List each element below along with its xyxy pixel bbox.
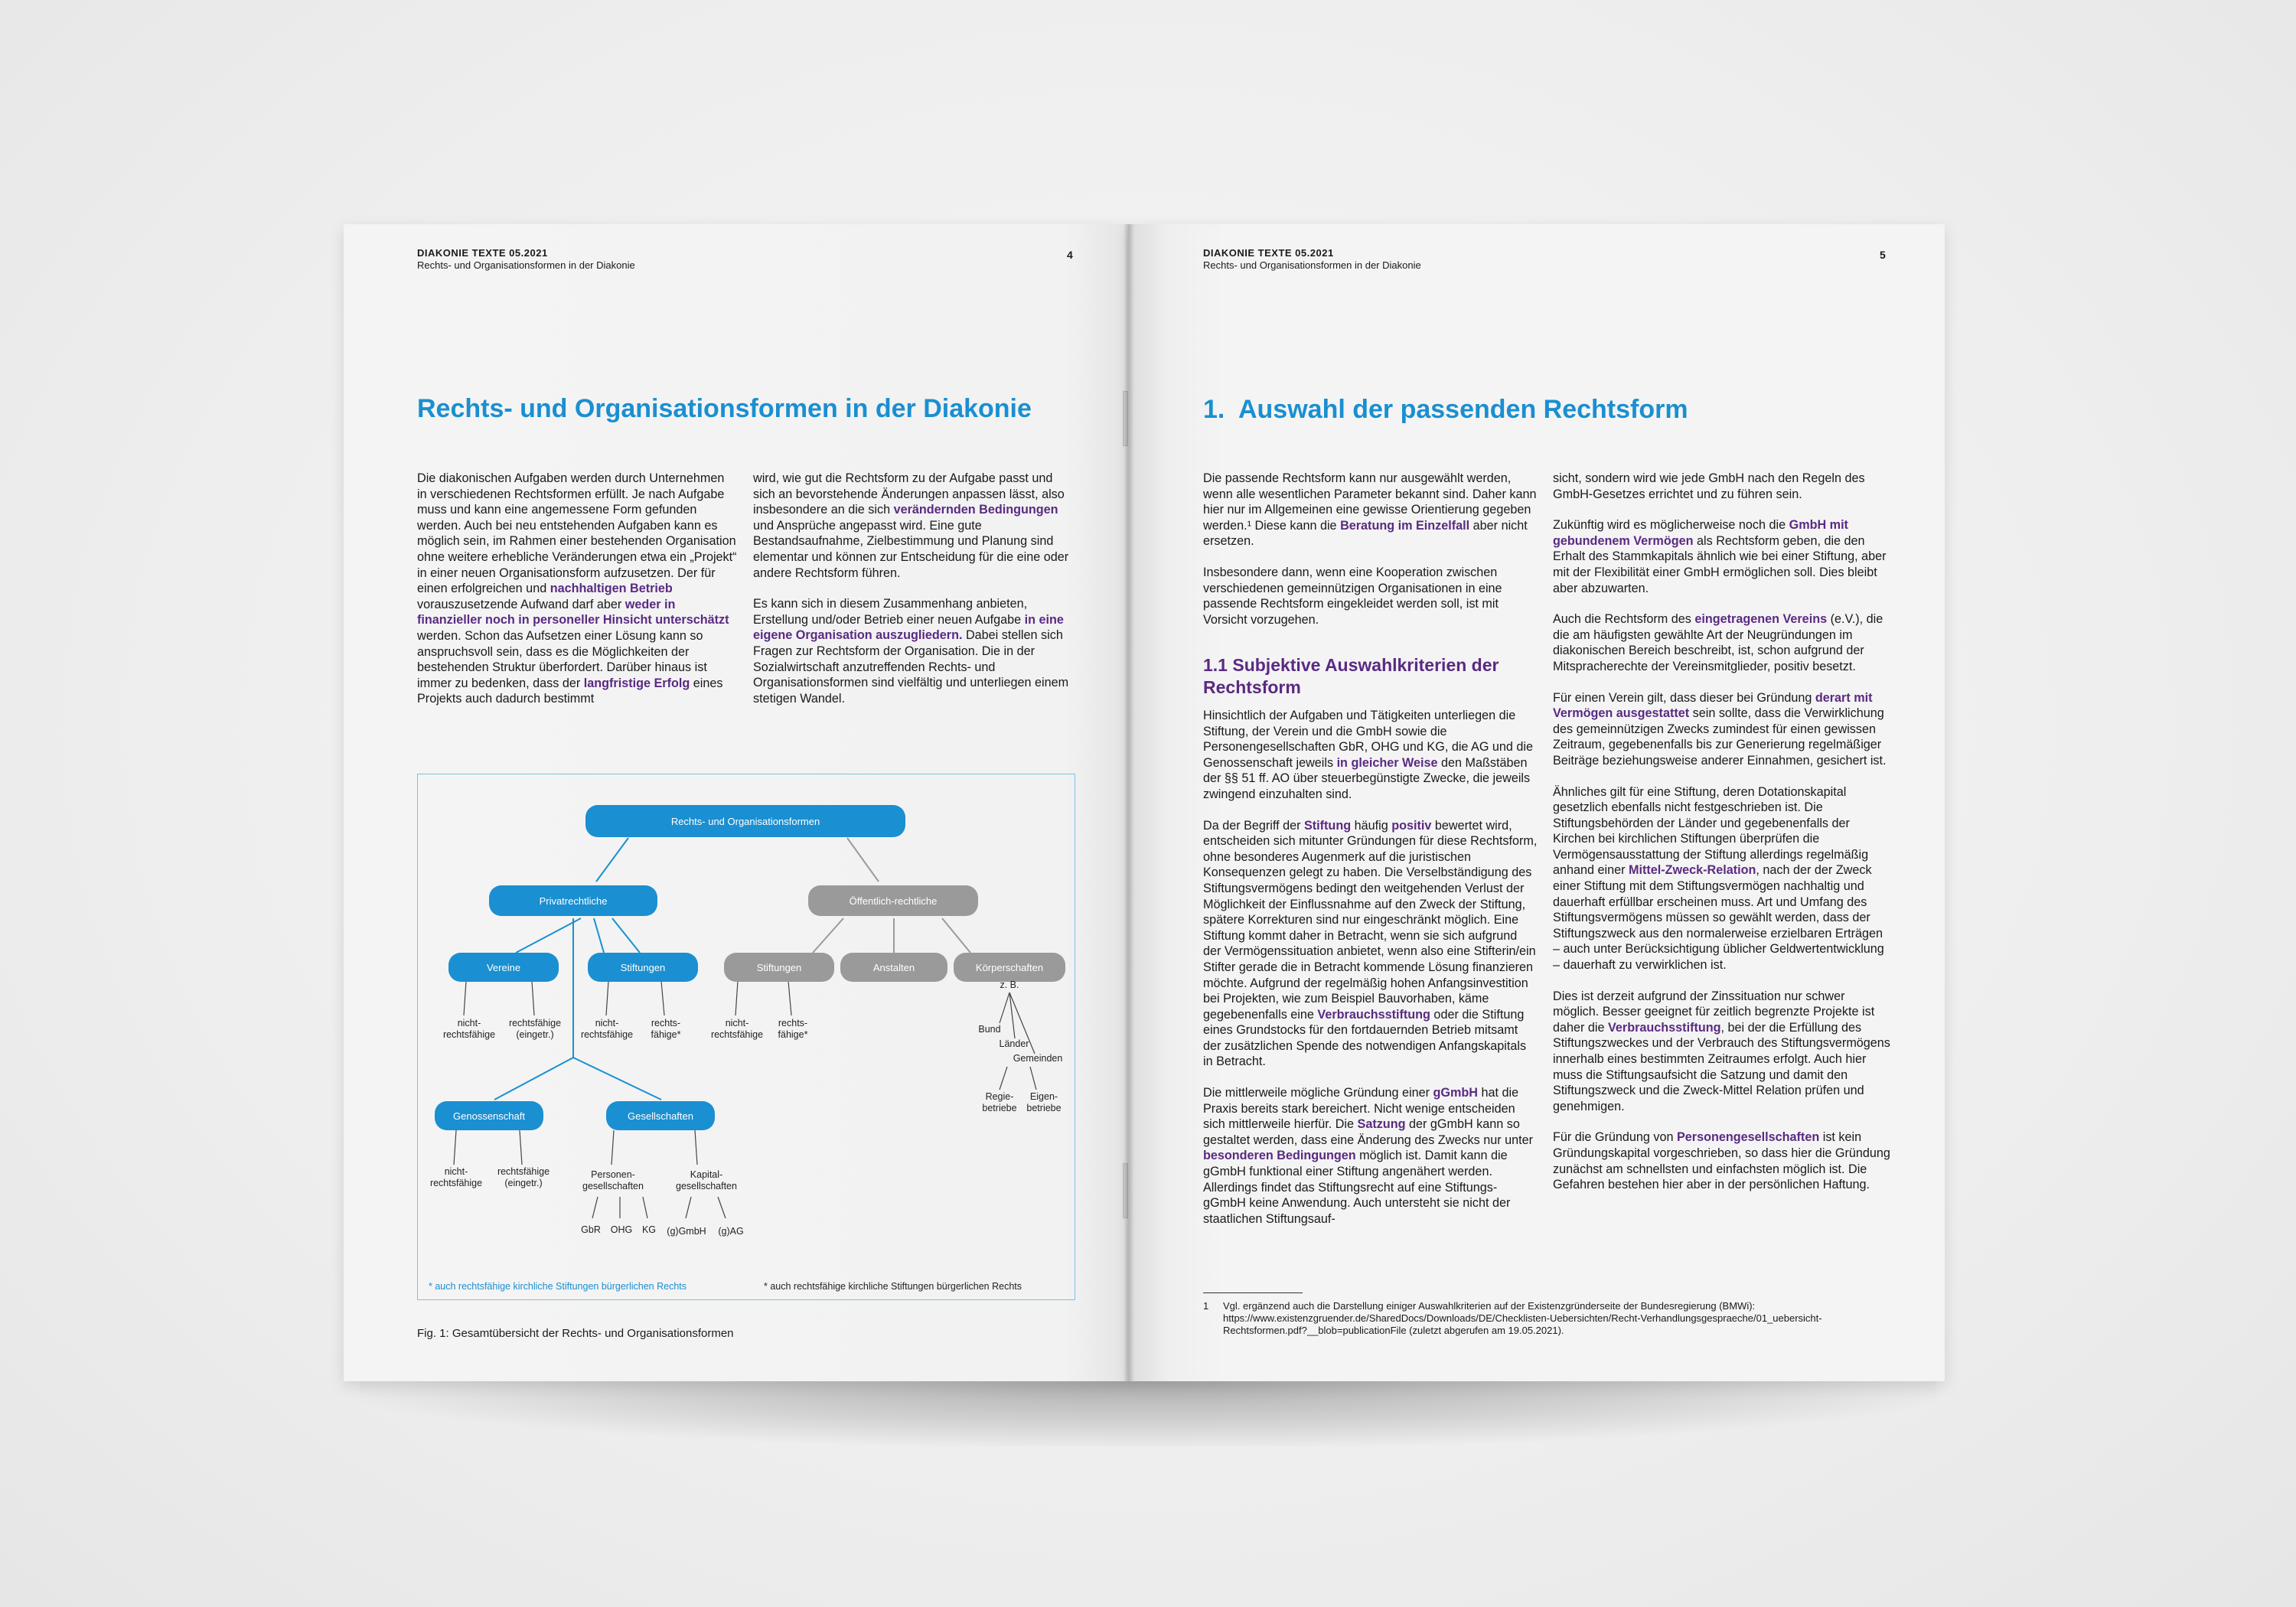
right-col2-paragraph-2 <box>1553 517 1891 596</box>
right-column-2 <box>1553 471 1891 1208</box>
left-column-2 <box>753 471 1073 722</box>
text-run: möglich ist. Damit kann die gGmbH funktional einer Stiftung angenähert werden. Allerdings findet das Stiftungsrecht auf eine Stiftungs-gGmbH keine Anwendung. Auch untersteht sie nicht der staatlichen Stiftungsauf- <box>1203 1149 1511 1226</box>
highlighted-term: Beratung im Einzelfall <box>1340 518 1470 533</box>
right-page <box>1128 224 1945 1381</box>
label-bund: Bund <box>978 1024 1001 1035</box>
text-run: Die mittlerweile mögliche Gründung einer <box>1203 1086 1433 1100</box>
right-col2-paragraph-1 <box>1553 471 1891 502</box>
right-runhead-title: DIAKONIE TEXTE 05.2021 <box>1203 247 1334 259</box>
text-run: ist kein Gründungskapital vorgeschrieben, so dass hier die Gründung zunächst am schnellsten und einfachsten möglich ist. Die Gefahren bestehen hier aber in der persönlichen Haftung. <box>1553 1130 1890 1192</box>
text-run: Dies ist derzeit aufgrund der Zinssituation nur schwer möglich. Besser geeignet für zeitlich begrenzte Projekte ist daher die <box>1553 989 1875 1035</box>
highlighted-term: Verbrauchsstiftung <box>1317 1007 1430 1022</box>
label-gemeinden: Gemeinden <box>1013 1053 1063 1064</box>
label-genoss-nicht: nicht- rechtsfähige <box>429 1166 483 1188</box>
right-col1-paragraph-2 <box>1203 565 1538 627</box>
text-run: Die passende Rechtsform kann nur ausgewählt werden, wenn alle wesentlichen Parameter bekannt sind. Daher kann hier nur im Allgemeinen eine gewisse Orientierung gegeben werden.¹ Diese kann die <box>1203 471 1537 533</box>
label-vereine-rechts: rechtsfähige (eingetr.) <box>508 1018 562 1040</box>
text-run: den Maßstäben der §§ 51 ff. AO über steuerbegünstigte Zwecke, die jeweils zwingend einzuhalten sind. <box>1203 755 1531 801</box>
node-stiftungen-private: Stiftungen <box>588 953 698 982</box>
highlighted-term: in gleicher Weise <box>1336 755 1438 770</box>
text-run: (e.V.), die die am häufigsten gewählte Art der Neugründungen im diakonischen Bereich beschreibt, ist, schon aufgrund der Mitspracherechte der Vereinsmitglieder, positiv besetzt. <box>1553 612 1883 673</box>
highlighted-term: weder in finanzieller noch in personeller Hinsicht unterschätzt <box>417 597 729 627</box>
text-run: sicht, sondern wird wie jede GmbH nach den Regeln des GmbH-Gesetzes errichtet und zu führen sein. <box>1553 471 1865 501</box>
text-run: Dabei stellen sich Fragen zur Rechtsform der Organisation. Die in der Sozialwirtschaft anzutreffenden Rechts- und Organisationsformen sind vielfältig und unterliegen einem stetigen Wandel. <box>753 628 1069 706</box>
label-zb: z. B. <box>1000 980 1019 990</box>
right-col2-paragraph-6 <box>1553 989 1891 1115</box>
label-stift-pub-nicht: nicht- rechtsfähige <box>710 1018 764 1040</box>
label-kapitalgesellschaften: Kapital- gesellschaften <box>676 1169 737 1191</box>
text-run: vorauszusetzende Aufwand darf aber <box>417 597 625 611</box>
left-col1-paragraph <box>417 471 737 707</box>
right-page-title: 1. Auswahl der passenden Rechtsform <box>1203 395 1688 424</box>
highlighted-term: besonderen Bedingungen <box>1203 1149 1356 1163</box>
label-genoss-rechts: rechtsfähige (eingetr.) <box>497 1166 550 1188</box>
right-column-1 <box>1203 471 1538 643</box>
highlighted-term: Stiftung <box>1303 818 1352 833</box>
right-page-number: 5 <box>1880 249 1886 261</box>
highlighted-term: Satzung <box>1357 1117 1406 1132</box>
left-page-title: Rechts- und Organisationsformen in der Diakonie <box>417 394 1032 423</box>
text-run: und Ansprüche angepasst wird. Eine gute Bestandsaufnahme, Zielbestimmung und Planung sind elementar und können zur Entscheidung für die eine oder andere Rechtsform führen. <box>753 518 1069 580</box>
highlighted-term: Verbrauchsstiftung <box>1608 1020 1721 1035</box>
text-run: sein sollte, dass die Verwirklichung des gemeinnützigen Zwecks zumindest für einen gewissen Zeitraum, gegebenenfalls bis zur Generierung regelmäßiger Beiträge beziehungsweise anderer Einnahmen, gesichert ist. <box>1553 706 1887 768</box>
node-koerperschaften: Körperschaften <box>954 953 1065 982</box>
label-kg: KG <box>641 1224 657 1235</box>
diagram-note-blue: * auch rechtsfähige kirchliche Stiftungen bürgerlichen Rechts <box>429 1281 687 1292</box>
node-gesellschaften: Gesellschaften <box>606 1101 715 1130</box>
node-genossenschaft: Genossenschaft <box>435 1101 543 1130</box>
right-col2-paragraph-7 <box>1553 1129 1891 1192</box>
right-col2-paragraph-3 <box>1553 611 1891 674</box>
label-ggmbh: (g)GmbH <box>667 1226 706 1237</box>
text-run: Insbesondere dann, wenn eine Kooperation zwischen verschiedenen gemeinnützigen Organisationen in eine passende Rechtsform eingekleidet werden soll, ist mit Vorsicht vorzugehen. <box>1203 565 1502 627</box>
node-legal-forms: Rechts- und Organisationsformen <box>585 805 905 837</box>
left-column-1 <box>417 471 737 722</box>
highlighted-term: verändernden Bedingungen <box>893 503 1058 517</box>
highlighted-term: nachhaltigen Betrieb <box>550 582 673 596</box>
label-laender: Länder <box>999 1038 1029 1049</box>
text-run: Die diakonischen Aufgaben werden durch Unternehmen in verschiedenen Rechtsformen erfüllt. Je nach Aufgabe muss und kann eine angemessene Form gefunden werden. Auch bei neu entstehenden Aufgaben kann es möglich sein, im Rahmen einer bestehenden Organisation ohne weitere erhebliche Veränderungen etwa ein „Projekt“ in einer neuen Organisationsform aufzusetzen. Der für einen erfolgreichen und <box>417 471 737 596</box>
right-col2-paragraph-4 <box>1553 690 1891 769</box>
left-col2-paragraph-2 <box>753 596 1073 706</box>
left-page-number: 4 <box>1067 249 1073 261</box>
text-run: als Rechtsform geben, die den Erhalt des Stammkapitals ähnlich wie bei einer Stiftung, aber mit der Flexibilität einer GmbH ermöglichen soll. Dies bleibt aber abzuwarten. <box>1553 533 1887 595</box>
text-run: Auch die Rechtsform des <box>1553 612 1695 627</box>
text-run: Da der Begriff der <box>1203 818 1304 833</box>
label-eigenbetriebe: Eigen- betriebe <box>1026 1091 1062 1113</box>
text-run: eines Projekts auch dadurch bestimmt <box>417 676 723 706</box>
highlighted-term: Mittel-Zweck-Relation <box>1629 863 1756 878</box>
label-stift-pub-rechts: rechts- fähige* <box>778 1018 808 1040</box>
label-gbr: GbR <box>581 1224 601 1235</box>
text-run: Es kann sich in diesem Zusammenhang anbieten, Erstellung und/oder Betrieb einer neuen Aufgabe <box>753 597 1028 627</box>
footnote-text: Vgl. ergänzend auch die Darstellung einiger Auswahlkriterien auf der Existenzgründerseite der Bundesregierung (BMWi): https://www.existenzgruender.de/SharedDocs/Downloads/DE/Checklisten-Uebersichten/Recht-Verhandlungsgespraeche/01_uebersicht-Rechtsformen.pdf?__blob=publicationFile (zuletzt abgerufen am 19.05.2021). <box>1223 1300 1822 1336</box>
right-col1-paragraph-5 <box>1203 1085 1538 1227</box>
highlighted-term: GmbH mit gebundenem Vermögen <box>1553 518 1848 548</box>
text-run: oder die Stiftung eines Grundstocks für den fortdauernden Betrieb mitsamt der zusätzlichen Spende des notwendigen Anfangskapitals in Betracht. <box>1203 1007 1527 1069</box>
text-run: Hinsichtlich der Aufgaben und Tätigkeiten unterliegen die Stiftung, der Verein und die GmbH sowie die Personengesellschaften GbR, OHG und KG, die AG und die Genossenschaft jeweils <box>1203 709 1534 770</box>
label-vereine-nicht: nicht- rechtsfähige <box>442 1018 496 1040</box>
footnote-rule <box>1203 1292 1303 1293</box>
org-forms-diagram <box>417 774 1075 1300</box>
highlighted-term: in eine eigene Organisation auszugliedern. <box>753 612 1064 643</box>
highlighted-term: gGmbH <box>1433 1086 1478 1100</box>
text-run: Ähnliches gilt für eine Stiftung, deren Dotationskapital gesetzlich ebenfalls nicht festgeschrieben ist. Die Stiftungsbehörden der Länder und gegebenenfalls der Kirchen bei kirchlichen Stiftungen überprüfen die Vermögensausstattung der Stiftung allerdings regelmäßig anhand einer <box>1553 784 1869 878</box>
label-regiebetriebe: Regie- betriebe <box>982 1091 1017 1113</box>
label-stift-priv-rechts: rechts- fähige* <box>651 1018 681 1040</box>
text-run: , bei der die Erfüllung des Stiftungszweckes und der Verbrauch des Stiftungsvermögens innerhalb eines bestimmten Zeitraumes erfolgt. Auch hier muss die Stiftungsaufsicht die Satzung und damit den Stiftungszweck und die Zweck-Mittel Relation prüfen und genehmigen. <box>1553 1020 1890 1113</box>
text-run: der gGmbH kann so gestaltet werden, dass eine Änderung des Zwecks nur unter <box>1203 1117 1534 1147</box>
text-run: Für die Gründung von <box>1553 1130 1677 1145</box>
footnote-number: 1 <box>1203 1300 1209 1312</box>
right-col2-paragraph-5 <box>1553 784 1891 973</box>
node-anstalten: Anstalten <box>840 953 947 982</box>
highlighted-term: positiv <box>1391 818 1432 833</box>
text-run: häufig <box>1351 818 1392 833</box>
text-run: bewertet wird, entscheiden sich mitunter Gründungen für diese Rechtsform, ohne besonderes Augenmerk auf die juristischen Konsequenzen gelegt zu haben. Die Verselbständigung des Stiftungsvermögens bedingt den weitgehenden Verlust der Möglichkeit der Einflussnahme auf den Zweck der Stiftung, spätere Korrekturen sind nur eingeschränkt möglich. Eine Stiftung kommt daher in Betracht, wenn sie sich aufgrund der Vermögenssituation anbietet, wenn also eine Stifterin/ein Stifter gerade die in Betracht kommende Lösung finanzieren möchte. Aufgrund der regelmäßig hohen Anfangsinvestition bei Projekten, wie zum Beispiel Bauvorhaben, käme gegebenenfalls eine <box>1203 818 1538 1022</box>
right-col1-paragraph-4 <box>1203 818 1538 1071</box>
left-runhead-title: DIAKONIE TEXTE 05.2021 <box>417 247 548 259</box>
highlighted-term: Personengesellschaften <box>1676 1130 1820 1145</box>
node-vereine: Vereine <box>448 953 559 982</box>
highlighted-term: langfristige Erfolg <box>583 676 690 690</box>
left-running-header <box>417 247 635 272</box>
label-personengesellschaften: Personen- gesellschaften <box>582 1169 644 1191</box>
left-col2-paragraph-1 <box>753 471 1073 581</box>
right-column-1-lower <box>1203 708 1538 1242</box>
text-run: hat die Praxis bereits stark bereichert. Nicht wenige entscheiden sich mittlerweile hierfür. Die <box>1203 1086 1519 1132</box>
section-subheading: 1.1 Subjektive Auswahlkriterien der Rechtsform <box>1203 655 1499 697</box>
right-running-header <box>1203 247 1421 272</box>
figure-caption: Fig. 1: Gesamtübersicht der Rechts- und Organisationsformen <box>417 1327 734 1340</box>
text-run: Für einen Verein gilt, dass dieser bei Gründung <box>1553 690 1815 705</box>
text-run: , nach der der Zweck einer Stiftung mit dem Stiftungsvermögen nachhaltig und dauerhaft erfüllbar erscheinen muss. Art und Umfang des Stiftungsvermögens müssen so gewählt werden, dass der Stiftungszweck aus den normalerweise erzielbaren Erträgen – auch unter Berücksichtigung üblicher Geldwertentwicklung – dauerhaft zu verwirklichen ist. <box>1553 863 1884 973</box>
node-private-law: Privatrechtliche <box>489 885 657 916</box>
node-public-law: Öffentlich-rechtliche <box>808 885 978 916</box>
text-run: werden. Schon das Aufsetzen einer Lösung kann so anspruchsvoll sein, dass es die Möglichkeiten der bestehenden Struktur überfordert. Darüber hinaus ist immer zu bedenken, dass der <box>417 628 707 690</box>
right-col1-paragraph-3 <box>1203 708 1538 803</box>
right-col1-paragraph-1 <box>1203 471 1538 549</box>
left-runhead-subtitle: Rechts- und Organisationsformen in der Diakonie <box>417 259 635 271</box>
node-stiftungen-public: Stiftungen <box>724 953 834 982</box>
text-run: wird, wie gut die Rechtsform zu der Aufgabe passt und sich an bevorstehende Änderungen anpassen lässt, also insbesondere an die sich <box>753 471 1065 517</box>
label-stift-priv-nicht: nicht- rechtsfähige <box>580 1018 634 1040</box>
highlighted-term: eingetragenen Vereins <box>1694 612 1828 627</box>
diagram-note-black: * auch rechtsfähige kirchliche Stiftungen bürgerlichen Rechts <box>764 1281 1022 1292</box>
left-page <box>344 224 1128 1381</box>
label-gag: (g)AG <box>718 1226 744 1237</box>
text-run: aber nicht ersetzen. <box>1203 518 1528 549</box>
label-ohg: OHG <box>610 1224 633 1235</box>
highlighted-term: derart mit Vermögen ausgestattet <box>1553 690 1873 721</box>
right-runhead-subtitle: Rechts- und Organisationsformen in der Diakonie <box>1203 259 1421 271</box>
text-run: Zukünftig wird es möglicherweise noch die <box>1553 518 1789 533</box>
book-gutter <box>1124 224 1134 1381</box>
